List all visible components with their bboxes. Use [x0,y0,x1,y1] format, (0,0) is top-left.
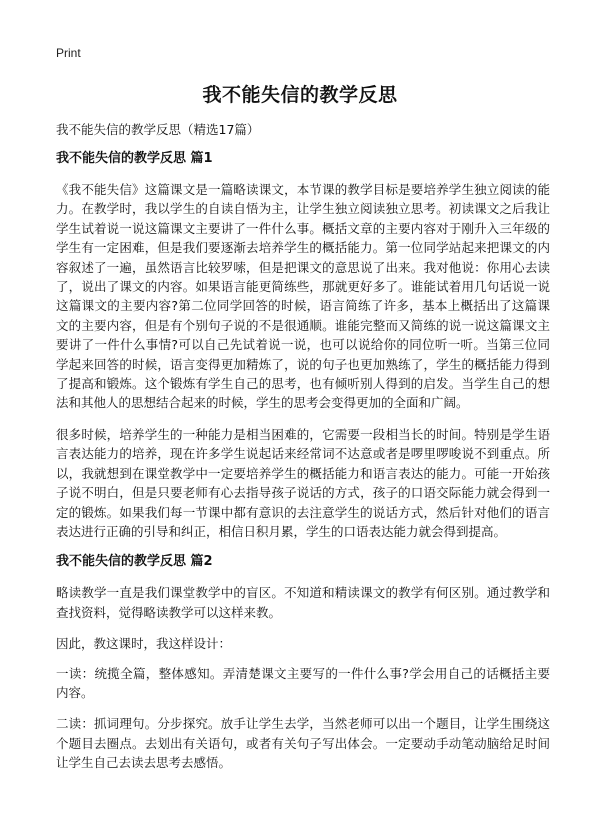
paragraph: 很多时候，培养学生的一种能力是相当困难的，它需要一段相当长的时间。特别是学生语言表达能力的培养，现在许多学生说起话来经常词不达意或者是啰里啰唆说不到重点。所以，我就想到在课堂教学中一定要培养学生的概括能力和语言表达的能力。可能一开始孩子说不明白，但是只要老师有心去指导孩子说话的方式，孩子的口语交际能力就会得到一定的锻炼。如果我们每一节课中都有意识的去注意学生的说话方式，然后针对他们的语言表达进行正确的引导和纠正，相信日积月累，学生的口语表达能力就会得到提高。 [56,426,550,539]
print-link[interactable]: Print [56,46,81,60]
page-subtitle: 我不能失信的教学反思（精选17篇） [56,122,260,137]
section-heading-2: 我不能失信的教学反思 篇2 [56,554,213,570]
paragraph: 略读教学一直是我们课堂教学中的盲区。不知道和精读课文的教学有何区别。通过教学和查找资料，觉得略读教学可以这样来教。 [56,585,550,620]
paragraph: 《我不能失信》这篇课文是一篇略读课文，本节课的教学目标是要培养学生独立阅读的能力。在教学时，我以学生的自读自悟为主，让学生独立阅读独立思考。初读课文之后我让学生试着说一说这篇课文主要讲了一件什么事。概括文章的主要内容对于刚升入三年级的学生有一定困难，但是我们要逐渐去培养学生的概括能力。第一位同学站起来把课文的内容叙述了一遍，虽然语言比较罗嗦，但是把课文的意思说了出来。我对他说：你用心去读了，说出了课文的内容。如果语言能更简练些，那就更好多了。谁能试着用几句话说一说这篇课文的主要内容?第二位同学回答的时候，语言简练了许多，基本上概括出了这篇课文的主要内容，但是有个别句子说的不是很通顺。谁能完整而又简练的说一说这篇课文主要讲了一件什么事情?可以自己先试着说一说，也可以说给你的同位听一听。当第三位同学起来回答的时候，语言变得更加精炼了，说的句子也更加熟练了，学生的概括能力得到了提高和锻炼。这个锻炼有学生自己的思考，也有倾听别人得到的启发。当学生自己的想法和其他人的思想结合起来的时候，学生的思考会变得更加的全面和广阔。 [56,182,550,411]
paragraph: 二读：抓词理句。分步探究。放手让学生去学，当然老师可以出一个题目，让学生围绕这个题目去圈点。去划出有关语句，或者有关句子写出体会。一定要动手动笔动脑给足时间让学生自己去读去思考去感悟。 [56,716,550,771]
section-heading-1: 我不能失信的教学反思 篇1 [56,151,213,166]
paragraph: 一读：统揽全篇，整体感知。弄清楚课文主要写的一件什么事?学会用自己的话概括主要内容。 [56,665,550,700]
paragraph: 因此，教这课时，我这样设计： [56,636,232,652]
article-body [56,150,550,785]
page-title: 我不能失信的教学反思 [202,84,398,106]
